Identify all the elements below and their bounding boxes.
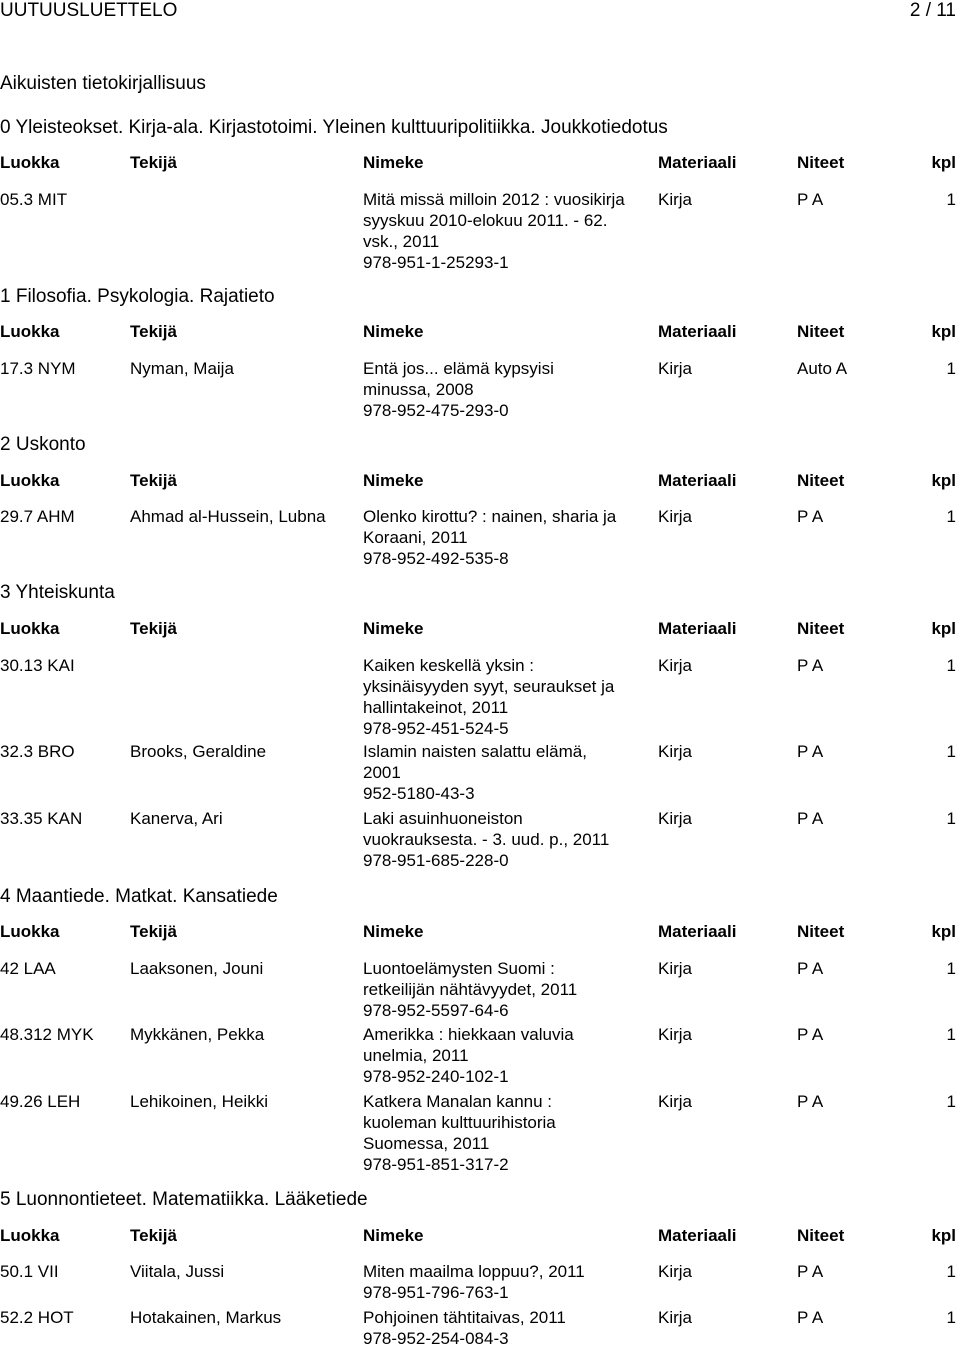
col-head-materiaali: Materiaali (658, 922, 737, 941)
row-materiaali: Kirja (658, 1308, 693, 1327)
row-materiaali: Kirja (658, 1025, 693, 1044)
row-nimeke (363, 189, 625, 273)
row-niteet: P A (797, 656, 824, 675)
col-head-nimeke: Nimeke (363, 922, 424, 941)
row-luokka: 48.312 MYK (0, 1025, 94, 1044)
row-nimeke-line: 2001 (363, 763, 401, 782)
col-head-nimeke: Nimeke (363, 322, 424, 341)
row-tekija: Lehikoinen, Heikki (130, 1092, 268, 1111)
col-head-niteet: Niteet (797, 471, 845, 490)
row-nimeke-line: vsk., 2011 (363, 232, 440, 251)
row-luokka: 50.1 VII (0, 1262, 59, 1281)
row-kpl: 1 (946, 507, 956, 526)
row-nimeke-line: Laki asuinhuoneiston (363, 809, 523, 828)
row-luokka: 29.7 AHM (0, 507, 75, 526)
row-nimeke-line: Mitä missä milloin 2012 : vuosikirja (363, 190, 625, 209)
col-head-niteet: Niteet (797, 619, 845, 638)
catalog-title: UUTUUSLUETTELO (0, 0, 178, 21)
row-nimeke-line: Luontoelämysten Suomi : (363, 959, 555, 978)
row-materiaali: Kirja (658, 1092, 693, 1111)
row-niteet: P A (797, 190, 824, 209)
col-head-niteet: Niteet (797, 1226, 845, 1245)
row-nimeke-line: yksinäisyyden syyt, seuraukset ja (363, 677, 615, 696)
row-isbn: 978-951-685-228-0 (363, 851, 509, 870)
row-isbn: 978-952-475-293-0 (363, 401, 509, 420)
row-nimeke (363, 655, 614, 739)
row-tekija: Brooks, Geraldine (130, 742, 267, 761)
col-head-luokka: Luokka (0, 322, 60, 341)
row-materiaali: Kirja (658, 507, 693, 526)
col-head-luokka: Luokka (0, 619, 60, 638)
row-nimeke-line: Katkera Manalan kannu : (363, 1092, 553, 1111)
col-head-nimeke: Nimeke (363, 153, 424, 172)
row-kpl: 1 (946, 1308, 956, 1327)
row-luokka: 30.13 KAI (0, 656, 75, 675)
row-nimeke-line: kuoleman kulttuurihistoria (363, 1113, 556, 1132)
row-luokka: 05.3 MIT (0, 190, 68, 209)
row-nimeke (363, 506, 616, 569)
col-head-niteet: Niteet (797, 922, 845, 941)
row-kpl: 1 (946, 809, 956, 828)
row-niteet: P A (797, 1092, 824, 1111)
row-isbn: 978-952-5597-64-6 (363, 1001, 509, 1020)
col-head-materiaali: Materiaali (658, 322, 737, 341)
row-isbn: 978-951-851-317-2 (363, 1155, 509, 1174)
row-nimeke (363, 1024, 574, 1087)
row-nimeke-line: Suomessa, 2011 (363, 1134, 490, 1153)
row-luokka: 32.3 BRO (0, 742, 75, 761)
row-niteet: P A (797, 959, 824, 978)
row-materiaali: Kirja (658, 190, 693, 209)
row-niteet: P A (797, 809, 824, 828)
col-head-tekija: Tekijä (130, 619, 177, 638)
row-isbn: 952-5180-43-3 (363, 784, 475, 803)
row-nimeke-line: minussa, 2008 (363, 380, 474, 399)
col-head-tekija: Tekijä (130, 922, 177, 941)
row-materiaali: Kirja (658, 359, 693, 378)
col-head-tekija: Tekijä (130, 322, 177, 341)
col-head-luokka: Luokka (0, 1226, 60, 1245)
row-isbn: 978-952-254-084-3 (363, 1329, 509, 1348)
row-materiaali: Kirja (658, 656, 693, 675)
col-head-tekija: Tekijä (130, 1226, 177, 1245)
col-head-kpl: kpl (931, 619, 956, 638)
row-nimeke (363, 1091, 556, 1175)
row-luokka: 42 LAA (0, 959, 56, 978)
col-head-materiaali: Materiaali (658, 1226, 737, 1245)
row-materiaali: Kirja (658, 809, 693, 828)
row-nimeke (363, 808, 609, 871)
row-nimeke-line: Pohjoinen tähtitaivas, 2011 (363, 1308, 566, 1327)
col-head-kpl: kpl (931, 922, 956, 941)
row-nimeke-line: retkeilijän nähtävyydet, 2011 (363, 980, 578, 999)
row-tekija: Nyman, Maija (130, 359, 234, 378)
row-niteet: Auto A (797, 359, 848, 378)
row-isbn: 978-952-492-535-8 (363, 549, 509, 568)
row-materiaali: Kirja (658, 742, 693, 761)
col-head-nimeke: Nimeke (363, 619, 424, 638)
row-nimeke (363, 1307, 566, 1349)
row-nimeke-line: Amerikka : hiekkaan valuvia (363, 1025, 574, 1044)
col-head-niteet: Niteet (797, 322, 845, 341)
row-kpl: 1 (946, 742, 956, 761)
row-kpl: 1 (946, 359, 956, 378)
row-niteet: P A (797, 1262, 824, 1281)
row-materiaali: Kirja (658, 1262, 693, 1281)
row-nimeke-line: vuokrauksesta. - 3. uud. p., 2011 (363, 830, 610, 849)
row-isbn: 978-952-240-102-1 (363, 1067, 509, 1086)
row-luokka: 49.26 LEH (0, 1092, 81, 1111)
col-head-luokka: Luokka (0, 922, 60, 941)
col-head-luokka: Luokka (0, 153, 60, 172)
section-title: 1 Filosofia. Psykologia. Rajatieto (0, 286, 275, 307)
row-luokka: 17.3 NYM (0, 359, 76, 378)
section-title: 3 Yhteiskunta (0, 582, 115, 603)
row-nimeke-line: Entä jos... elämä kypsyisi (363, 359, 554, 378)
row-nimeke-line: Islamin naisten salattu elämä, (363, 742, 587, 761)
col-head-tekija: Tekijä (130, 471, 177, 490)
section-title: 5 Luonnontieteet. Matematiikka. Lääketiede (0, 1189, 368, 1210)
row-kpl: 1 (946, 959, 956, 978)
row-isbn: 978-952-451-524-5 (363, 719, 509, 738)
row-niteet: P A (797, 1308, 824, 1327)
row-kpl: 1 (946, 656, 956, 675)
col-head-tekija: Tekijä (130, 153, 177, 172)
col-head-kpl: kpl (931, 1226, 956, 1245)
row-kpl: 1 (946, 190, 956, 209)
row-tekija: Mykkänen, Pekka (130, 1025, 265, 1044)
row-nimeke-line: Koraani, 2011 (363, 528, 468, 547)
col-head-kpl: kpl (931, 322, 956, 341)
section-title: 0 Yleisteokset. Kirja-ala. Kirjastotoimi. Yleinen kulttuuripolitiikka. Joukkotiedotus (0, 117, 668, 138)
col-head-materiaali: Materiaali (658, 471, 737, 490)
row-nimeke-line: syyskuu 2010-elokuu 2011. - 62. (363, 211, 608, 230)
row-nimeke-line: unelmia, 2011 (363, 1046, 469, 1065)
row-tekija: Ahmad al-Hussein, Lubna (130, 507, 326, 526)
row-luokka: 52.2 HOT (0, 1308, 74, 1327)
row-niteet: P A (797, 1025, 824, 1044)
row-nimeke (363, 1261, 585, 1303)
row-isbn: 978-951-1-25293-1 (363, 253, 509, 272)
col-head-niteet: Niteet (797, 153, 845, 172)
section-title: 2 Uskonto (0, 434, 86, 455)
row-nimeke-line: hallintakeinot, 2011 (363, 698, 509, 717)
col-head-nimeke: Nimeke (363, 471, 424, 490)
row-tekija: Laaksonen, Jouni (130, 959, 264, 978)
row-nimeke (363, 741, 587, 804)
row-nimeke-line: Miten maailma loppuu?, 2011 (363, 1262, 585, 1281)
col-head-nimeke: Nimeke (363, 1226, 424, 1245)
col-head-kpl: kpl (931, 153, 956, 172)
row-nimeke-line: Kaiken keskellä yksin : (363, 656, 535, 675)
row-nimeke (363, 358, 554, 421)
row-nimeke (363, 958, 577, 1021)
col-head-materiaali: Materiaali (658, 153, 737, 172)
row-nimeke-line: Olenko kirottu? : nainen, sharia ja (363, 507, 617, 526)
row-kpl: 1 (946, 1025, 956, 1044)
document-heading: Aikuisten tietokirjallisuus (0, 73, 206, 94)
row-niteet: P A (797, 742, 824, 761)
page-number: 2 / 11 (909, 0, 956, 21)
row-tekija: Kanerva, Ari (130, 809, 223, 828)
row-tekija: Viitala, Jussi (130, 1262, 225, 1281)
row-isbn: 978-951-796-763-1 (363, 1283, 509, 1302)
row-niteet: P A (797, 507, 824, 526)
col-head-kpl: kpl (931, 471, 956, 490)
col-head-materiaali: Materiaali (658, 619, 737, 638)
row-tekija: Hotakainen, Markus (130, 1308, 282, 1327)
col-head-luokka: Luokka (0, 471, 60, 490)
row-kpl: 1 (946, 1092, 956, 1111)
section-title: 4 Maantiede. Matkat. Kansatiede (0, 886, 278, 907)
row-kpl: 1 (946, 1262, 956, 1281)
row-luokka: 33.35 KAN (0, 809, 83, 828)
row-materiaali: Kirja (658, 959, 693, 978)
